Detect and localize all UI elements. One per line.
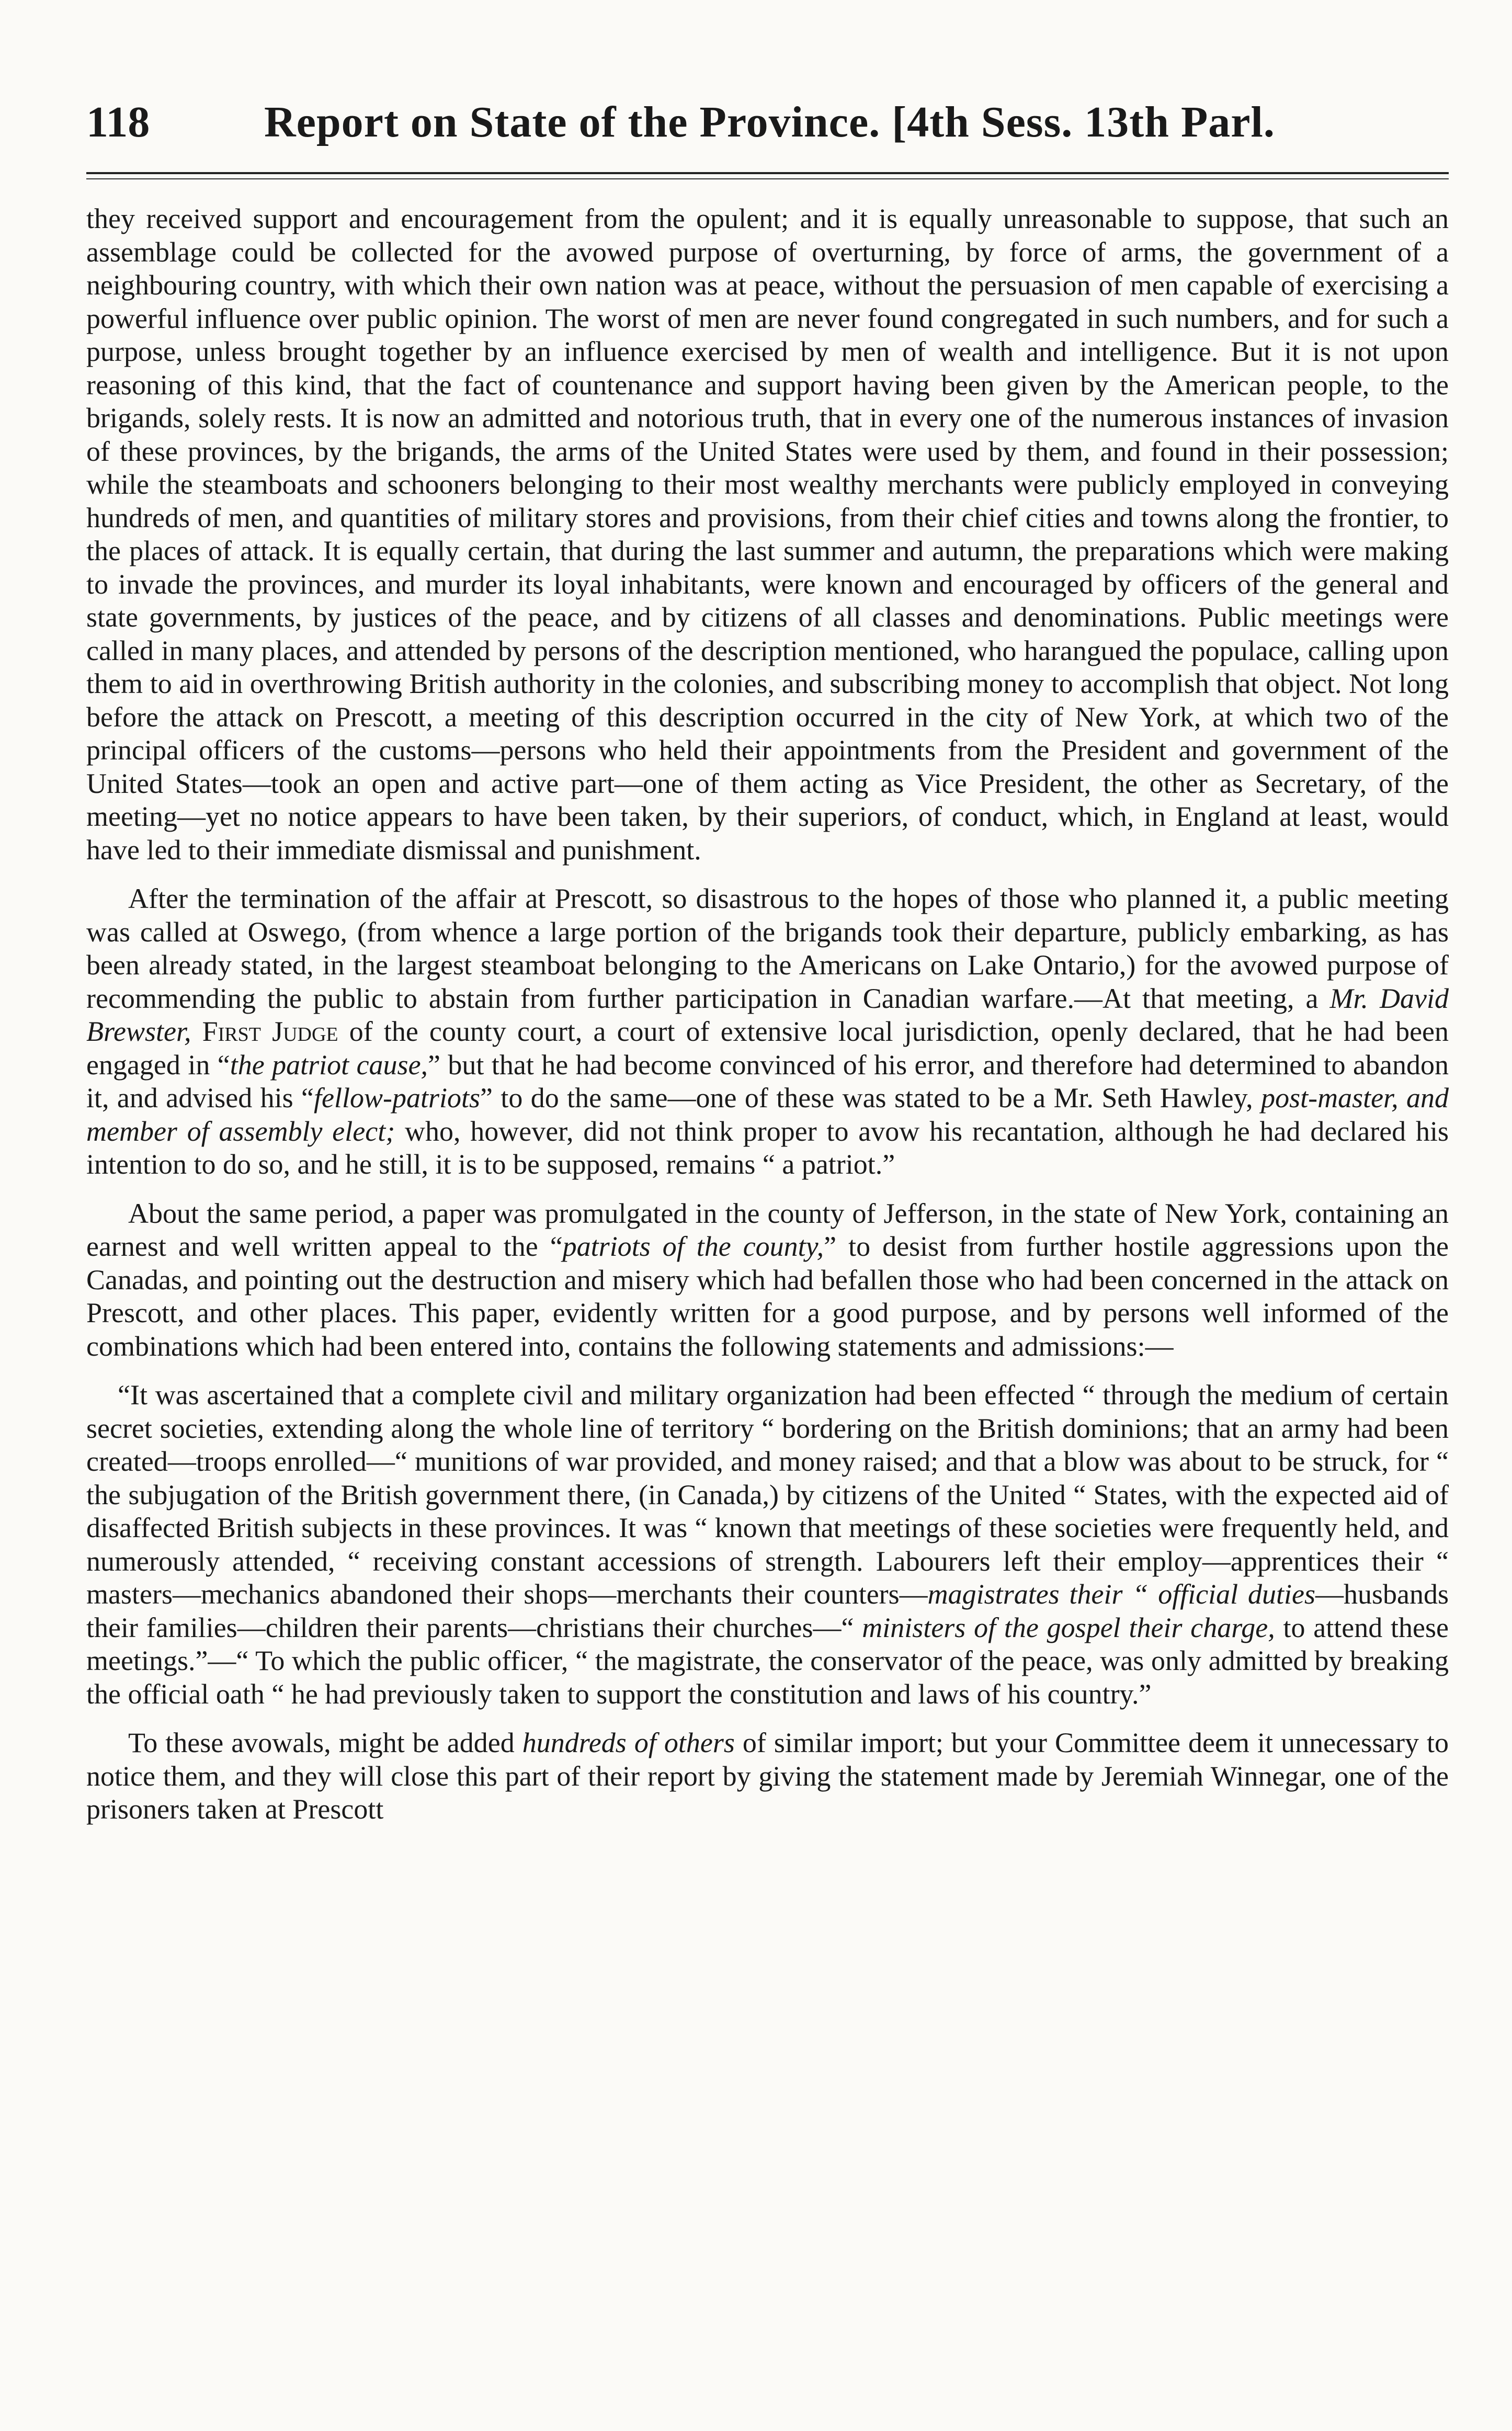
paragraph-5 (86, 1726, 1449, 1826)
text-run: After the termination of the affair at Prescott, so disastrous to the hopes of those who planned it, a public meeting was called at Oswego, (from whence a large portion of the brigands took their departure, publicly embarking, as has been already stated, in the largest steamboat belonging to the Americans on Lake Ontario,) for the avowed purpose of recommending the public to abstain from further participation in Canadian warfare.—At that meeting, a (86, 883, 1449, 1014)
body-text (86, 202, 1449, 1826)
paragraph-2 (86, 882, 1449, 1182)
text-run (191, 1016, 202, 1047)
text-run: to attend these meetings.”—“ To which the public officer, “ the magistrate, the conservator of the peace, was only admitted by breaking the official oath “ he had previously taken to support the constitution and laws of his country.” (86, 1611, 1449, 1710)
quoted-passage (86, 1379, 1449, 1711)
page-header (86, 97, 1449, 154)
paragraph-1: they received support and encouragement from the opulent; and it is equally unreasonable to suppose, that such an assemblage could be collected for the avowed purpose of overturning, by force of arms, the government of a neighbouring country, with which their own nation was at peace, without the persuasion of men capable of exercising a powerful influence over public opinion. The worst of men are never found congregated in such numbers, and for such a purpose, unless brought together by an influence exercised by men of wealth and intelligence. But it is not upon reasoning of this kind, that the fact of countenance and support having been given by the American people, to the brigands, solely rests. It is now an admitted and notorious truth, that in every one of the numerous instances of invasion of these provinces, by the brigands, the arms of the United States were used by them, and found in their possession; while the steamboats and schooners belonging to their most wealthy merchants were publicly employed in conveying hundreds of men, and quantities of military stores and provisions, from their chief cities and towns along the frontier, to the places of attack. It is equally certain, that during the last summer and autumn, the preparations which were making to invade the provinces, and murder its loyal inhabitants, were known and encouraged by officers of the general and state governments, by justices of the peace, and by citizens of all classes and denominations. Public meetings were called in many places, and attended by persons of the description mentioned, who harangued the populace, calling upon them to aid in overthrowing British authority in the colonies, and subscribing money to accomplish that object. Not long before the attack on Prescott, a meeting of this description occurred in the city of New York, at which two of the principal officers of the customs—persons who held their appointments from the President and government of the United States—took an open and active part—one of them acting as Vice President, the other as Secretary, of the meeting—yet no notice appears to have been taken, by their superiors, of conduct, which, in England at least, would have led to their immediate dismissal and punishment. (86, 203, 1449, 866)
page-number: 118 (86, 98, 150, 146)
text-run: ” but that he had become convinced of his error, and therefore had determined to abandon it, and advised his “ (86, 1049, 1449, 1114)
italic-run: magistrates their “ official duties (927, 1578, 1315, 1610)
text-run: “It was ascertained that a complete civil and military organization had been effected “ through the medium of certain secret societies, extending along the whole line of territory “ bordering on the British dominions; that an army had been created—troops enrolled—“ munitions of war provided, and money raised; and that a blow was about to be struck, for “ the subjugation of the British government there, (in Canada,) by citizens of the United “ States, with the expected aid of disaffected British subjects in these provinces. It was “ known that meetings of these societies were frequently held, and numerously attended, “ receiving constant accessions of strength. Labourers left their employ—apprentices their “ masters—mechanics abandoned their shops—merchants their counters— (86, 1379, 1449, 1610)
italic-run: post-master, and member of assembly elect; (86, 1082, 1449, 1147)
document-page (86, 97, 1449, 1842)
text-run: ” to desist from further hostile aggressions upon the Canadas, and pointing out the destruction and misery which had befallen those who had been concerned in the attack on Prescott, and other places. This paper, evidently written for a good purpose, and by persons well informed of the combinations which had been entered into, contains the following statements and admissions:— (86, 1231, 1449, 1362)
small-caps-run: First Judge (202, 1016, 338, 1047)
italic-run: ministers of the gospel their charge, (862, 1611, 1275, 1643)
text-run: About the same period, a paper was promulgated in the county of Jefferson, in the state of New York, containing an earnest and well written appeal to the “ (86, 1197, 1449, 1262)
header-rule-thin (86, 178, 1449, 179)
running-title: Report on State of the Province. [4th Sess. 13th Parl. (264, 98, 1275, 146)
paragraph-3 (86, 1197, 1449, 1364)
italic-run: fellow-patriots (314, 1082, 481, 1114)
text-run: of the county court, a court of extensive local jurisdiction, openly declared, that he had been engaged in “ (86, 1016, 1449, 1081)
text-run: who, however, did not think proper to avow his recantation, although he had declared his intention to do so, and he still, it is to be supposed, remains “ a patriot.” (86, 1115, 1449, 1180)
header-rule (86, 172, 1449, 174)
italic-run: the patriot cause, (230, 1049, 428, 1081)
text-run: —husbands their families—children their parents—christians their churches—“ (86, 1578, 1449, 1643)
italic-run: Mr. David Brewster, (86, 982, 1449, 1047)
text-run: To these avowals, might be added (128, 1727, 522, 1758)
italic-run: hundreds of others (522, 1727, 735, 1758)
text-run: of similar import; but your Committee deem it unnecessary to notice them, and they will close this part of their report by giving the statement made by Jeremiah Winnegar, one of the prisoners taken at Prescott (86, 1727, 1449, 1825)
italic-run: patriots of the county, (562, 1231, 824, 1262)
text-run: ” to do the same—one of these was stated to be a Mr. Seth Hawley, (480, 1082, 1261, 1114)
